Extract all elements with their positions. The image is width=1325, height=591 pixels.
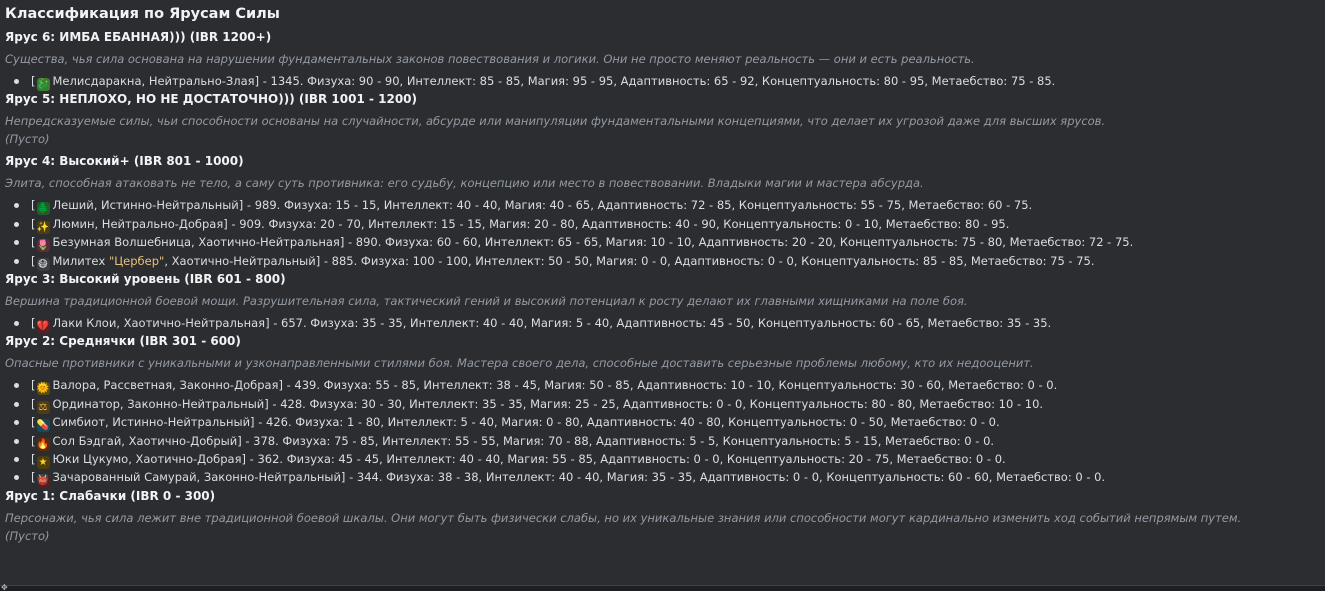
character-entry: Мелисдаракна, Нейтрально-Злая] - 1345. Физуха: 90 - 90, Интеллект: 85 - 85, Магия: 95 - 95, Адаптивность: 65 - 92, Концептуальность: 80 - 95, Метаебство: 75 - 85.: [52, 74, 1056, 88]
character-nickname: "Цербер": [108, 253, 165, 268]
tier-3-description: Вершина традиционной боевой мощи. Разрушительная сила, тактический гений и высокий потенциал к росту делают их главными хищниками на поле боя.: [5, 293, 968, 308]
tier-4-heading: Ярус 4: Высокий+ (IBR 801 - 1000): [5, 154, 244, 169]
bracket: [: [31, 396, 36, 411]
tier-6-heading: Ярус 6: ИМБА ЕБАННАЯ))) (IBR 1200+): [5, 30, 272, 44]
list-item: [31, 233, 1325, 251]
bracket: [: [31, 433, 36, 448]
character-name: Милитех: [52, 253, 109, 268]
list-item: [31, 196, 1325, 214]
tier-2-list: [5, 376, 1325, 486]
bottom-divider: [0, 585, 1325, 591]
tier-5-description: Непредсказуемые силы, чьи способности основаны на случайности, абсурде или манипуляции фундаментальными концепциями, что делает их угрозой даже для высших ярусов.: [5, 114, 1106, 129]
list-item: [31, 468, 1325, 486]
list-item: [31, 413, 1325, 431]
oni-icon: 👹: [36, 475, 50, 487]
tier-6-list: [5, 72, 1325, 90]
tier-3-heading: Ярус 3: Высокий уровень (IBR 601 - 800): [5, 271, 286, 286]
tree-icon: 🌲: [36, 203, 50, 215]
bracket: [: [31, 198, 36, 213]
bracket: [: [31, 415, 36, 430]
bracket: [: [31, 378, 36, 393]
page-title: Классификация по Ярусам Силы: [5, 6, 280, 22]
resize-handle-icon[interactable]: ✥: [1, 583, 8, 591]
character-entry: Сол Бэдгай, Хаотично-Добрый] - 378. Физуха: 75 - 85, Интеллект: 55 - 55, Магия: 70 - 88, Адаптивность: 5 - 5, Концептуальность: 5 - 15, Метаебство: 0 - 0.: [52, 433, 995, 448]
tier-1-description: Персонажи, чья сила лежит вне традиционной боевой шкалы. Они могут быть физически слабы, но их уникальные знания или способности могут кардинально изменить ход событий непрямым путем.: [5, 510, 1242, 525]
tier-6-description: Существа, чья сила основана на нарушении фундаментальных законов повествования и логики. Они не просто меняют реальность — они и есть реальность.: [5, 52, 975, 66]
character-entry: Леший, Истинно-Нейтральный] - 989. Физуха: 15 - 15, Интеллект: 40 - 40, Магия: 40 - 65, Адаптивность: 72 - 85, Концептуальность: 55 - 75, Метаебство: 60 - 75.: [52, 198, 1033, 213]
tier-5-heading: Ярус 5: НЕПЛОХО, НО НЕ ДОСТАТОЧНО))) (IBR 1001 - 1200): [5, 92, 418, 107]
character-entry: Ординатор, Законно-Нейтральный] - 428. Физуха: 30 - 30, Интеллект: 35 - 35, Магия: 25 - 25, Адаптивность: 0 - 0, Концептуальность: 80 - 80, Метаебство: 10 - 10.: [52, 396, 1044, 411]
character-entry: Лаки Клои, Хаотично-Нейтральная] - 657. Физуха: 35 - 35, Интеллект: 40 - 40, Магия: 5 - 40, Адаптивность: 45 - 50, Концептуальность: 60 - 65, Метаебство: 35 - 35.: [52, 315, 1052, 330]
character-entry: Зачарованный Самурай, Законно-Нейтральный] - 344. Физуха: 38 - 38, Интеллект: 40 - 40, Магия: 35 - 35, Адаптивность: 0 - 0, Концептуальность: 60 - 60, Метаебство: 0 - 0.: [52, 470, 1106, 485]
character-entry: Юки Цукумо, Хаотично-Добрая] - 362. Физуха: 45 - 45, Интеллект: 40 - 40, Магия: 55 - 85, Адаптивность: 0 - 0, Концептуальность: 20 - 75, Метаебство: 0 - 0.: [52, 451, 1006, 466]
heart-icon: 💔: [36, 320, 50, 332]
mask-icon: 😷: [37, 258, 49, 270]
tier-1-empty: (Пусто): [5, 528, 50, 543]
scales-icon: ⚖: [37, 401, 50, 414]
bracket: [: [31, 253, 36, 268]
list-item: [31, 450, 1325, 468]
character-entry: Симбиот, Истинно-Нейтральный] - 426. Физуха: 1 - 80, Интеллект: 5 - 40, Магия: 0 - 80, Адаптивность: 40 - 80, Концептуальность: 0 - 50, Метаебство: 0 - 0.: [52, 415, 1000, 430]
bracket: [: [31, 470, 36, 485]
character-entry: Люмин, Нейтрально-Добрая] - 909. Физуха: 20 - 70, Интеллект: 15 - 15, Магия: 20 - 80, Адаптивность: 40 - 90, Концептуальность: 0 - 10, Метаебство: 80 - 95.: [52, 216, 1010, 231]
list-item: [31, 72, 1325, 90]
character-entry: Валора, Рассветная, Законно-Добрая] - 439. Физуха: 55 - 85, Интеллект: 38 - 45, Магия: 50 - 85, Адаптивность: 10 - 10, Концептуальность: 30 - 60, Метаебство: 0 - 0.: [52, 378, 1058, 393]
fire-icon: 🔥: [36, 438, 50, 450]
sparkles-icon: ✨: [36, 221, 50, 233]
tier-4-list: [5, 196, 1325, 270]
tier-3-list: [5, 314, 1325, 332]
bracket: [: [31, 451, 36, 466]
sun-icon: 🌞: [36, 383, 50, 395]
tier-2-heading: Ярус 2: Среднячки (IBR 301 - 600): [5, 334, 241, 349]
tier-2-description: Опасные противники с уникальными и узконаправленными стилями боя. Мастера своего дела, способные доставить серьезные проблемы любому, кто их недооценит.: [5, 356, 1034, 371]
tier-1-heading: Ярус 1: Слабачки (IBR 0 - 300): [5, 488, 216, 503]
list-item: [31, 376, 1325, 394]
list-item: [31, 215, 1325, 233]
bracket: [: [31, 315, 36, 330]
bracket: [: [31, 235, 36, 250]
tier-4-description: Элита, способная атаковать не тело, а саму суть противника: его судьбу, концепцию или место в повествовании. Владыки магии и мастера абсурда.: [5, 176, 924, 191]
bracket: [: [31, 216, 36, 231]
bracket: [: [31, 74, 36, 88]
list-item: [31, 314, 1325, 332]
tier-5-empty: (Пусто): [5, 132, 50, 147]
character-entry: Безумная Волшебница, Хаотично-Нейтральная] - 890. Физуха: 60 - 60, Интеллект: 65 - 65, Магия: 10 - 10, Адаптивность: 20 - 20, Концептуальность: 75 - 80, Метаебство: 72 - 75.: [52, 235, 1134, 250]
pill-icon: 💊: [36, 420, 50, 432]
list-item: [31, 252, 1325, 270]
tulip-icon: 🌷: [36, 240, 50, 252]
dragon-icon: 🐉: [36, 79, 50, 90]
list-item: [31, 432, 1325, 450]
star-icon: ★: [37, 456, 50, 469]
list-item: [31, 395, 1325, 413]
character-entry: , Хаотично-Нейтральный] - 885. Физуха: 100 - 100, Интеллект: 50 - 50, Магия: 0 - 0, Адаптивность: 0 - 0, Концептуальность: 85 - 85, Метаебство: 75 - 75.: [164, 253, 1095, 268]
